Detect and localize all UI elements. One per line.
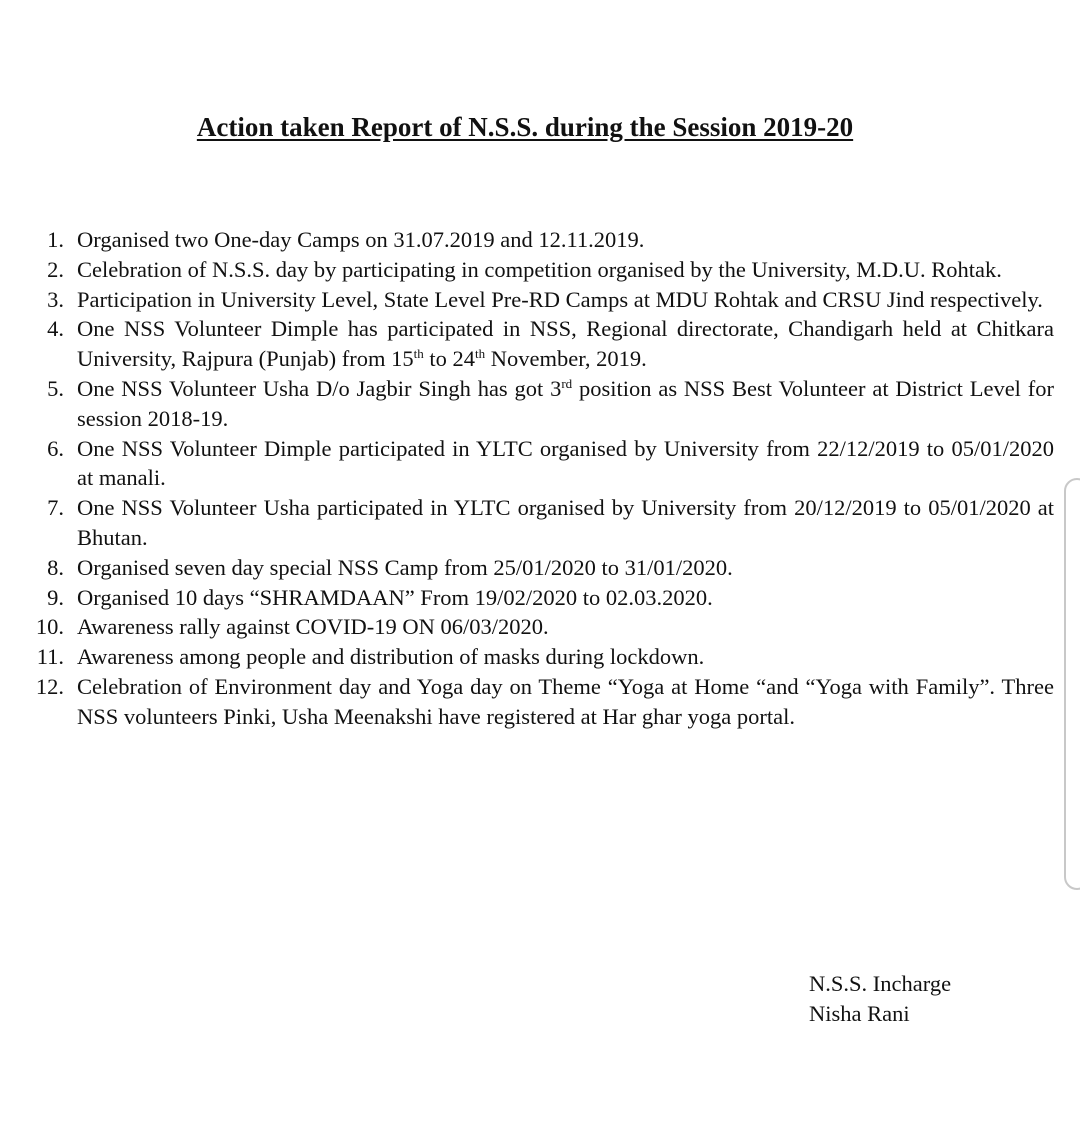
item-number: 2.: [47, 256, 64, 282]
item-number: 6.: [47, 435, 64, 461]
item-text: Celebration of N.S.S. day by participating in competition organised by the University, M.D.U. Rohtak.: [77, 256, 1002, 282]
ordinal-suffix: th: [475, 346, 486, 362]
list-item: [30, 434, 1054, 494]
item-number: 5.: [47, 375, 64, 401]
item-number: 11.: [36, 644, 64, 670]
list-item: [30, 672, 1054, 732]
signature-block: [809, 969, 951, 1029]
list-item: [30, 255, 1054, 285]
document-title: Action taken Report of N.S.S. during the Session 2019-20: [196, 112, 854, 142]
item-text: position as NSS Best Volunteer at District Level for session 2018-19.: [77, 375, 1054, 431]
list-item: [30, 314, 1054, 374]
list-item: [30, 285, 1054, 315]
item-text: One NSS Volunteer Usha D/o Jagbir Singh has got 3: [77, 375, 562, 401]
item-number: 10.: [35, 614, 64, 640]
item-text: Organised 10 days “SHRAMDAAN” From 19/02/2020 to 02.03.2020.: [77, 584, 713, 610]
signature-name: Nisha Rani: [809, 1001, 910, 1026]
item-text: One NSS Volunteer Dimple has participated in NSS, Regional directorate, Chandigarh held at Chitkara University, Rajpura (Punjab) from 15: [77, 316, 1054, 372]
list-item: [30, 612, 1054, 642]
item-number: 9.: [47, 584, 64, 610]
item-text: Organised two One-day Camps on 31.07.2019 and 12.11.2019.: [77, 227, 645, 252]
ordinal-suffix: rd: [561, 375, 573, 391]
item-number: 3.: [47, 286, 64, 312]
list-item: [30, 374, 1054, 434]
item-text: Celebration of Environment day and Yoga day on Theme “Yoga at Home “and “Yoga with Family”. Three NSS volunteers Pinki, Usha Meenakshi have registered at Har ghar yoga portal.: [77, 673, 1054, 729]
item-text: November, 2019.: [485, 346, 647, 372]
item-number: 8.: [47, 554, 64, 580]
scrollbar-handle[interactable]: [1064, 478, 1080, 890]
item-number: 1.: [47, 227, 64, 252]
list-item: [30, 225, 1054, 255]
signature-role: N.S.S. Incharge: [809, 971, 952, 996]
list-item: [30, 642, 1054, 672]
action-list: [30, 225, 1054, 732]
item-text: to 24: [423, 346, 475, 372]
item-number: 12.: [35, 673, 64, 699]
item-text: One NSS Volunteer Usha participated in YLTC organised by University from 20/12/2019 to 05/01/2020 at Bhutan.: [77, 495, 1054, 550]
item-text: One NSS Volunteer Dimple participated in YLTC organised by University from 22/12/2019 to 05/01/2020 at manali.: [77, 435, 1054, 491]
list-item: [30, 553, 1054, 583]
item-text: Organised seven day special NSS Camp from 25/01/2020 to 31/01/2020.: [77, 554, 733, 580]
item-number: 7.: [47, 495, 64, 521]
item-text: Awareness rally against COVID-19 ON 06/03/2020.: [77, 614, 549, 640]
list-item: [30, 493, 1054, 553]
item-text: Awareness among people and distribution of masks during lockdown.: [77, 644, 705, 670]
ordinal-suffix: th: [413, 346, 424, 362]
list-item: [30, 583, 1054, 613]
item-number: 4.: [47, 316, 64, 342]
item-text: Participation in University Level, State Level Pre-RD Camps at MDU Rohtak and CRSU Jind respectively.: [77, 286, 1043, 312]
